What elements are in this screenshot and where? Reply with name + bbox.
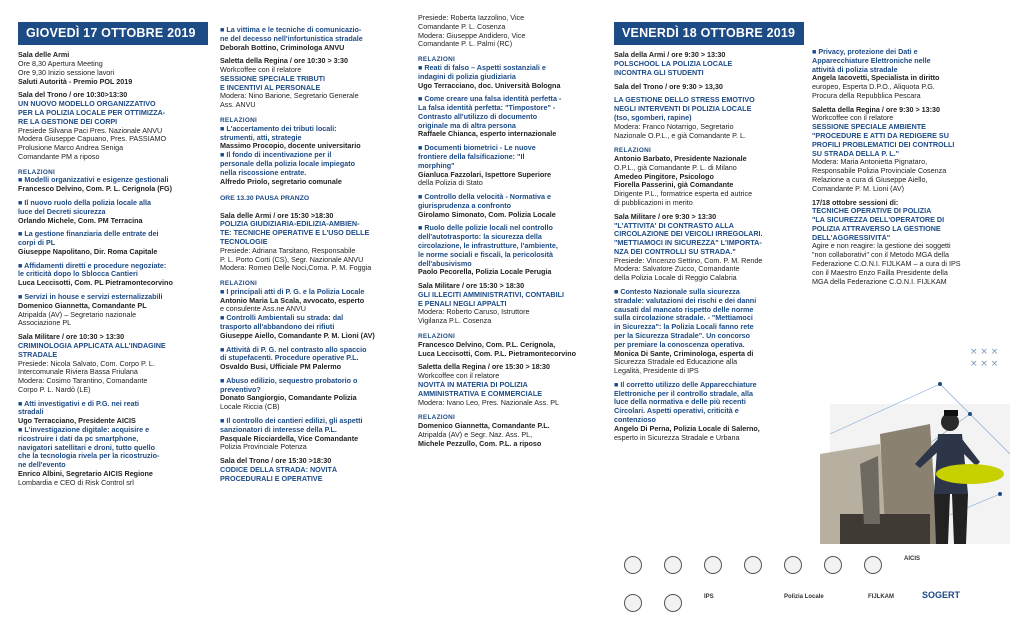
logo-province xyxy=(664,556,682,574)
program-line: ■ Documenti biometrici - Le nuove xyxy=(418,144,536,153)
program-line: NOVITÀ IN MATERIA DI POLIZIA xyxy=(418,380,528,389)
program-line: SU STRADA DELLA P. L." xyxy=(812,149,899,158)
program-line: NZA DEI CONTROLLI SU STRADA." xyxy=(614,247,736,256)
program-line: sanzionatori di interesse della P.L. xyxy=(220,425,337,434)
program-line: ■ La gestione finanziaria delle entrate dei xyxy=(18,230,159,239)
program-line: ■ Attività di P. G. nel contrasto allo spaccio xyxy=(220,345,367,354)
program-line: Workcoffee con il relatore xyxy=(812,114,894,123)
program-line: per premiare la conoscenza operativa. xyxy=(614,340,745,349)
program-line: Comandante PM a riposo xyxy=(18,152,100,161)
program-line: GLI ILLECITI AMMINISTRATIVI, CONTABILI xyxy=(418,290,564,299)
program-line: che la tecnologia rivela per la ricostruzio- xyxy=(18,452,160,461)
program-line: "L'ATTIVITA' DI CONTRASTO ALLA xyxy=(614,221,734,230)
logo-order xyxy=(824,556,842,574)
spacer xyxy=(18,162,208,167)
program-line: trasporto all'abbandono dei rifiuti xyxy=(220,323,335,331)
program-line: Sala delle Armi / ore 15:30 >18:30 xyxy=(220,211,334,220)
program-line: ■ L'accertamento dei tributi locali: xyxy=(220,124,337,133)
program-line: e consulente Ass.ne ANVU xyxy=(220,305,306,314)
program-line: Giuseppe Napolitano, Dir. Roma Capitale xyxy=(18,247,158,256)
day-header-friday: VENERDÌ 18 OTTOBRE 2019 xyxy=(614,22,804,45)
program-line: Paolo Pecorella, Polizia Locale Perugia xyxy=(418,268,552,277)
logo-aicis: AICIS xyxy=(904,556,921,562)
program-line: Intercomunale Riviera Bassa Friulana xyxy=(18,368,138,377)
program-line: Prolusione Marco Andrea Seniga xyxy=(18,144,124,153)
spacer xyxy=(220,273,406,278)
program-line: RELAZIONI xyxy=(418,414,456,422)
program-line: europeo, Esperta D.P.O., Aliquota P.G. xyxy=(812,83,935,92)
program-line: Raffaele Chianca, esperto internazionale xyxy=(418,130,557,139)
program-line: Modera: Romeo Delle Noci,Coma. P. M. Foggia xyxy=(220,264,372,273)
program-line: ■ Contesto Nazionale sulla sicurezza xyxy=(614,288,740,297)
program-line: Presiede: Roberta Iazzolino, Vice xyxy=(418,14,525,22)
spacer xyxy=(220,110,406,115)
program-line: corpi di PL xyxy=(18,239,56,248)
program-line: luce del Decreti sicurezza xyxy=(18,207,106,216)
program-line: Osvaldo Busi, Ufficiale PM Palermo xyxy=(220,363,342,372)
logo-emblem-2 xyxy=(664,594,682,612)
program-line: Enrico Albini, Segretario AICIS Regione xyxy=(18,469,153,478)
program-line: originale ma di altra persona xyxy=(418,121,516,130)
program-line: ■ Il fondo di incentivazione per il xyxy=(220,151,332,160)
program-line: Saletta della Regina / ore 9:30 > 13:30 xyxy=(812,105,941,114)
program-line: Donato Sangiorgio, Comandante Polizia xyxy=(220,394,357,403)
program-line: SESSIONE SPECIALE AMBIENTE xyxy=(812,123,926,132)
program-line: La falsa identità perfetta: "Timpostore" - xyxy=(418,104,556,113)
police-officer-illustration xyxy=(820,344,1016,560)
program-line: Presiede Silvana Paci Pres. Nazionale ANVU xyxy=(18,126,163,135)
program-line: Ore 9,30 Inizio sessione lavori xyxy=(18,68,115,77)
logo-coat-of-arms xyxy=(624,556,642,574)
program-line: Atripalda (AV) e Segr. Naz. Ass. PL, xyxy=(418,430,533,439)
program-line: causati dal mancato rispetto delle norme xyxy=(614,305,754,314)
program-line: RELAZIONI xyxy=(220,280,258,288)
program-line: POLIZIA GIUDIZIARIA-EDILIZIA-AMBIEN- xyxy=(220,220,360,229)
program-line: (tso, sgomberi, rapine) xyxy=(614,113,692,122)
program-line: Modera: Franco Notarrigo, Segretario xyxy=(614,122,734,131)
program-line: Modera: Cosimo Tarantino, Comandante xyxy=(18,377,148,386)
program-line: RELAZIONI xyxy=(18,168,56,176)
program-line: ■ Ruolo delle polizie locali nel controllo xyxy=(418,224,553,233)
program-line: Contrasto all'utilizzo di documento xyxy=(418,112,538,121)
program-line: Responsabile Polizia Provinciale Cosenza xyxy=(812,167,947,176)
program-line: Comandante P. M. Lioni (AV) xyxy=(812,184,905,193)
column-2-body xyxy=(220,26,406,484)
program-line: LA GESTIONE DELLO STRESS EMOTIVO xyxy=(614,96,755,105)
program-line: Angelo Di Perna, Polizia Locale di Salerno, xyxy=(614,424,760,433)
program-line: CODICE DELLA STRADA: NOVITÀ xyxy=(220,465,338,474)
program-line: CRIMINOLOGIA APPLICATA ALL'INDAGINE xyxy=(18,341,166,350)
program-line: SESSIONE SPECIALE TRIBUTI xyxy=(220,74,326,83)
program-line: ■ La vittima e le tecniche di comunicazio- xyxy=(220,26,362,34)
program-line: attività di polizia stradale xyxy=(812,65,898,74)
program-line: Sala della Armi / ore 9:30 > 13:30 xyxy=(614,51,726,60)
program-line: ■ Privacy, protezione dei Dati e xyxy=(812,48,918,56)
program-line: RELAZIONI xyxy=(418,333,456,341)
program-line: RELAZIONI xyxy=(614,147,652,155)
program-line: Deborah Bottino, Criminologa ANVU xyxy=(220,43,345,52)
program-line: Apparecchiature Elettroniche nelle xyxy=(812,56,931,65)
program-line: DELL'AGGRESSIVITÀ" xyxy=(812,233,891,242)
program-line: PER LA POLIZIA LOCALE PER OTTIMIZZA- xyxy=(18,108,166,117)
program-line: "METTIAMOCI IN SICUREZZA" L'IMPORTA- xyxy=(614,239,762,248)
svg-text:× × ×: × × × xyxy=(970,359,999,369)
program-line: TE: TECNICHE OPERATIVE E L'USO DELLE xyxy=(220,229,370,238)
program-line: Sala del Trono / ore 9:30 > 13,30 xyxy=(614,82,723,91)
program-line: Modera: Roberto Caruso, Istruttore xyxy=(418,308,530,317)
program-line: RELAZIONI xyxy=(418,56,456,64)
program-line: Atripalda (AV) – Segretario nazionale xyxy=(18,310,137,319)
program-line: Federazione C.O.N.I. FIJLKAM – a cura di IPS xyxy=(812,259,961,268)
program-line: Relazione a cura di Giuseppe Aiello, xyxy=(812,175,928,184)
program-line: ■ Servizi in house e servizi esternalizzabili xyxy=(18,293,163,302)
program-line: Luca Leccisotti, Com. P.L. Pietramontecorvino xyxy=(418,349,577,358)
logo-sogert: SOGERT xyxy=(922,590,961,600)
program-line: strumenti, atti, strategie xyxy=(220,133,302,142)
program-line: ■ Il nuovo ruolo della polizia locale alla xyxy=(18,199,151,207)
svg-text:× × ×: × × × xyxy=(970,347,999,357)
program-line: Sala del Trono / ore 10:30>13:30 xyxy=(18,91,128,100)
program-line: di pubblicazioni in merito xyxy=(614,199,693,207)
program-line: dell'autotrasporto: la sicurezza della xyxy=(418,233,542,242)
program-line: Legalità, Presidente di IPS xyxy=(614,367,699,376)
program-line: ■ Come creare una falsa identità perfetta - xyxy=(418,95,562,104)
program-line: ■ Abuso edilizio, sequestro probatorio o xyxy=(220,376,358,385)
program-line: INCONTRA GLI STUDENTI xyxy=(614,68,704,77)
program-line: POLSCHOOL LA POLIZIA LOCALE xyxy=(614,60,733,69)
column-3-body xyxy=(418,14,604,448)
program-line: Sala Militare / ore 15:30 > 18:30 xyxy=(418,282,525,291)
program-line: TECNICHE OPERATIVE DI POLIZIA xyxy=(812,207,932,216)
spacer xyxy=(614,140,804,145)
program-line: Modera: Giuseppe Andidero, Vice xyxy=(418,31,526,40)
program-line: Sala Militare / ore 10:30 > 13:30 xyxy=(18,333,125,342)
column-1 xyxy=(18,0,208,640)
program-line: PROCEDURALI E OPERATIVE xyxy=(220,474,323,483)
column-2 xyxy=(220,0,406,640)
program-line: Pasquale Ricciardella, Vice Comandante xyxy=(220,434,359,443)
program-line: Giuseppe Aiello, Comandante P. M. Lioni (AV) xyxy=(220,331,375,340)
program-line: Domenico Giannetta, Comandante PL xyxy=(18,301,147,310)
logo-fijlkam: FIJLKAM xyxy=(868,594,894,600)
program-line: Luca Leccisotti, Com. PL Pietramontecorvino xyxy=(18,279,173,288)
program-line: Presiede: Vincenzo Settino, Com. P. M. Rende xyxy=(614,256,763,265)
program-line: Orlando Michele, Com. PM Terracina xyxy=(18,216,143,225)
program-line: TECNOLOGIE xyxy=(220,237,268,246)
column-1-body xyxy=(18,51,208,487)
program-line: nella riscossione entrate. xyxy=(220,168,307,177)
spacer xyxy=(418,326,604,331)
program-line: Saluti Autorità - Premio POL 2019 xyxy=(18,77,133,86)
program-line: PROFILI PROBLEMATICI DEI CONTROLLI xyxy=(812,140,955,149)
program-line: Saletta della Regina / ore 10:30 > 3:30 xyxy=(220,57,349,66)
sponsor-logos xyxy=(620,550,1018,636)
program-line: ■ Controlli Ambientali su strada: dal xyxy=(220,314,344,323)
program-line: stradali xyxy=(18,408,44,417)
program-line: ■ Affidamenti diretti e procedure negoziate: xyxy=(18,261,167,270)
program-line: Lombardia e CEO di Risk Control srl xyxy=(18,478,134,487)
program-line: Corpo P. L. Nardò (LE) xyxy=(18,385,91,394)
program-line: le criticità dopo lo Sblocca Cantieri xyxy=(18,270,138,279)
program-line: Modera Giuseppe Capuano, Pres. PASSIAMO xyxy=(18,135,167,144)
program-line: Modera: Nino Barione, Segretario Generale xyxy=(220,92,359,101)
program-line: ne del decesso nell'infortunistica stradale xyxy=(220,34,363,43)
column-4 xyxy=(614,0,804,640)
logo-anvu xyxy=(864,556,882,574)
program-line: ricostruire i dati da pc smartphone, xyxy=(18,434,139,443)
program-line: Nazionale O.P.L., e già Comandante P. L. xyxy=(614,131,746,140)
program-line: giurisprudenza a confronto xyxy=(418,201,512,210)
column-4-body xyxy=(614,51,804,442)
program-line: Antonio Barbato, Presidente Nazionale xyxy=(614,155,747,164)
program-line: Comandante P. L. Cosenza xyxy=(418,22,506,31)
program-line: Fiorella Passerini, già Comandante xyxy=(614,181,734,190)
program-line: Monica Di Sante, Criminologa, esperta di xyxy=(614,349,754,358)
program-line: "LA SICUREZZA DELL'OPERATORE DI xyxy=(812,216,945,225)
program-line: CIRCOLAZIONE DEI VEICOLI IRREGOLARI. xyxy=(614,230,763,239)
program-line: 17/18 ottobre sessioni di: xyxy=(812,198,899,207)
program-line: dell'abusivismo xyxy=(418,259,472,268)
program-line: personale della polizia locale impiegato xyxy=(220,159,356,168)
program-line: Associazione PL xyxy=(18,319,72,328)
program-line: preventivo? xyxy=(220,385,261,394)
program-line: contenzioso xyxy=(614,415,656,424)
program-line: morphing" xyxy=(418,161,455,170)
program-line: "PROCEDURE E ATTI DA REDIGERE SU xyxy=(812,132,949,141)
program-line: per la Sicurezza Stradale". Un concorso xyxy=(614,331,751,340)
program-line: Agire e non reagire: la gestione dei soggetti xyxy=(812,242,951,251)
program-line: Antonio Maria La Scala, avvocato, esperto xyxy=(220,296,365,305)
program-line: O.P.L., già Comandante P. L. di Milano xyxy=(614,163,737,172)
program-line: ■ Il corretto utilizzo delle Apparecchiature xyxy=(614,380,757,389)
column-3 xyxy=(418,0,604,640)
program-line: in Sicurezza": la Polizia Locali fanno rete xyxy=(614,323,754,332)
program-line: le norme sociali e fiscali, la pericolosità xyxy=(418,250,554,259)
program-line: Francesco Delvino, Com. P. L. Cerignola (FG) xyxy=(18,185,173,194)
program-line: circolazione, le infrastrutture, l'ambiente, xyxy=(418,242,558,250)
program-line: Ugo Terracciano, doc. Università Bologna xyxy=(418,81,561,90)
column-5-body xyxy=(812,48,1012,286)
program-line: Ugo Terracciano, Presidente AICIS xyxy=(18,417,136,426)
program-line: Girolamo Simonato, Com. Polizia Locale xyxy=(418,210,556,219)
program-line: ■ Atti investigativi e di P.G. nei reati xyxy=(18,399,139,408)
program-line: Modera: Salvatore Zucco, Comandante xyxy=(614,265,740,274)
program-line: ■ Modelli organizzativi e esigenze gestionali xyxy=(18,176,169,185)
day-header-thursday: GIOVEDÌ 17 OTTOBRE 2019 xyxy=(18,22,208,45)
program-line: MGA della Federazione C.O.N.I. FIJLKAM xyxy=(812,277,947,286)
program-line: Alfredo Priolo, segretario comunale xyxy=(220,177,342,186)
program-line: Saletta della Regina / ore 15:30 > 18:30 xyxy=(418,363,551,372)
program-line: Sala del Trono / ore 15:30 >18:30 xyxy=(220,457,332,466)
program-line: P. L. Porto Corti (CS), Segr. Nazionale ANVU xyxy=(220,255,364,264)
program-line: esperto in Sicurezza Stradale e Urbana xyxy=(614,433,740,442)
program-line: RELAZIONI xyxy=(220,117,258,125)
program-line: Dirigente P.L., formatrice esperta ed autrice xyxy=(614,190,753,199)
program-line: Locale Riccia (CB) xyxy=(220,403,280,412)
program-line: Modera: Maria Antonietta Pignataro, xyxy=(812,158,928,167)
program-line: Workcoffee con il relatore xyxy=(220,66,302,75)
program-line: Presiede: Adriana Tarsitano, Responsabile xyxy=(220,246,356,255)
program-line: ORE 13.30 PAUSA PRANZO xyxy=(220,195,310,203)
program-line: con il Maestro Enzo Failla Presidente della xyxy=(812,268,948,277)
program-line: ■ L'investigazione digitale: acquisire e xyxy=(18,425,150,434)
program-line: Procura della Repubblica Pescara xyxy=(812,91,921,100)
program-line: E INCENTIVI AL PERSONALE xyxy=(220,83,321,92)
program-line: Sala delle Armi xyxy=(18,51,70,60)
program-line: Gianluca Fazzolari, Ispettore Superiore xyxy=(418,170,552,179)
spacer xyxy=(220,186,406,191)
program-line: STRADALE xyxy=(18,350,58,359)
program-line: POLIZIA ATTRAVERSO LA GESTIONE xyxy=(812,224,941,233)
program-line: Circolari. Aspetti operativi, criticità e xyxy=(614,407,739,416)
program-line: ■ Il controllo dei cantieri edilizi, gli aspetti xyxy=(220,417,363,426)
program-line: ne dell'evento xyxy=(18,461,66,470)
program-line: frontiere della falsificazione: "Il xyxy=(418,152,525,161)
logo-polizia-locale: Polizia Locale xyxy=(784,594,824,600)
program-line: sulla circolazione stradale. - "Mettiamoci xyxy=(614,314,753,323)
program-line: Comandante P. L. Palmi (RC) xyxy=(418,40,513,49)
program-line: AMMINISTRATIVA E COMMERCIALE xyxy=(418,389,543,398)
program-line: Francesco Delvino, Com. P.L. Cerignola, xyxy=(418,340,556,349)
program-line: Amedeo Pingitore, Psicologo xyxy=(614,172,714,181)
program-line: Sala Militare / ore 9:30 > 13:30 xyxy=(614,212,717,221)
program-line: UN NUOVO MODELLO ORGANIZZATIVO xyxy=(18,100,156,109)
program-line: "non collaborativi" con il Metodo MGA della xyxy=(812,251,949,260)
program-line: indagini di polizia giudiziaria xyxy=(418,72,516,81)
logo-city xyxy=(744,556,762,574)
program-line: ■ Controllo della velocità - Normativa e xyxy=(418,193,551,202)
program-line: Angela Iacovetti, Specialista in diritto xyxy=(812,74,940,83)
spacer xyxy=(418,49,604,54)
program-line: Polizia Provinciale Potenza xyxy=(220,443,307,452)
program-line: Michele Pezzullo, Com. P.L. a riposo xyxy=(418,439,542,448)
program-line: Elettroniche per il controllo stradale, alla xyxy=(614,389,753,398)
program-line: Presiede: Nicola Salvato, Com. Corpo P. L. xyxy=(18,359,155,368)
program-line: Workcoffee con il relatore xyxy=(418,372,500,381)
program-line: ■ Reati di falso – Aspetti sostanziali e xyxy=(418,63,546,72)
program-line: Ass. ANVU xyxy=(220,101,256,110)
program-line: Modera: Ivano Leo, Pres. Nazionale Ass. PL xyxy=(418,398,560,407)
logo-association xyxy=(784,556,802,574)
program-line: RE LA GESTIONE DEI CORPI xyxy=(18,117,118,126)
program-line: stradale: valutazioni dei rischi e dei danni xyxy=(614,296,757,305)
program-line: della Polizia Locale di Reggio Calabria xyxy=(614,274,737,283)
program-line: di stupefacenti. Procedure operative P.L. xyxy=(220,354,359,363)
program-line: E PENALI NEGLI APPALTI xyxy=(418,299,507,308)
program-line: Vigilanza P.L. Cosenza xyxy=(418,317,492,326)
program-line: Domenico Giannetta, Comandante P.L. xyxy=(418,422,550,431)
spacer xyxy=(418,407,604,412)
program-line: ■ I principali atti di P. G. e la Polizia Locale xyxy=(220,287,365,296)
program-line: Massimo Procopio, docente universitario xyxy=(220,142,361,151)
program-line: navigatori satellitari e droni, tutto quello xyxy=(18,443,155,452)
program-line: Ore 8,30 Apertura Meeting xyxy=(18,60,103,69)
program-line: luce della normativa e delle più recenti xyxy=(614,398,746,407)
logo-region xyxy=(704,556,722,574)
logo-emblem-1 xyxy=(624,594,642,612)
logo-ips: IPS xyxy=(704,594,714,600)
program-line: NEGLI INTERVENTI DI POLIZIA LOCALE xyxy=(614,105,752,114)
program-line: Sicurezza Stradale ed Educazione alla xyxy=(614,358,738,367)
program-line: della Polizia di Stato xyxy=(418,179,483,188)
